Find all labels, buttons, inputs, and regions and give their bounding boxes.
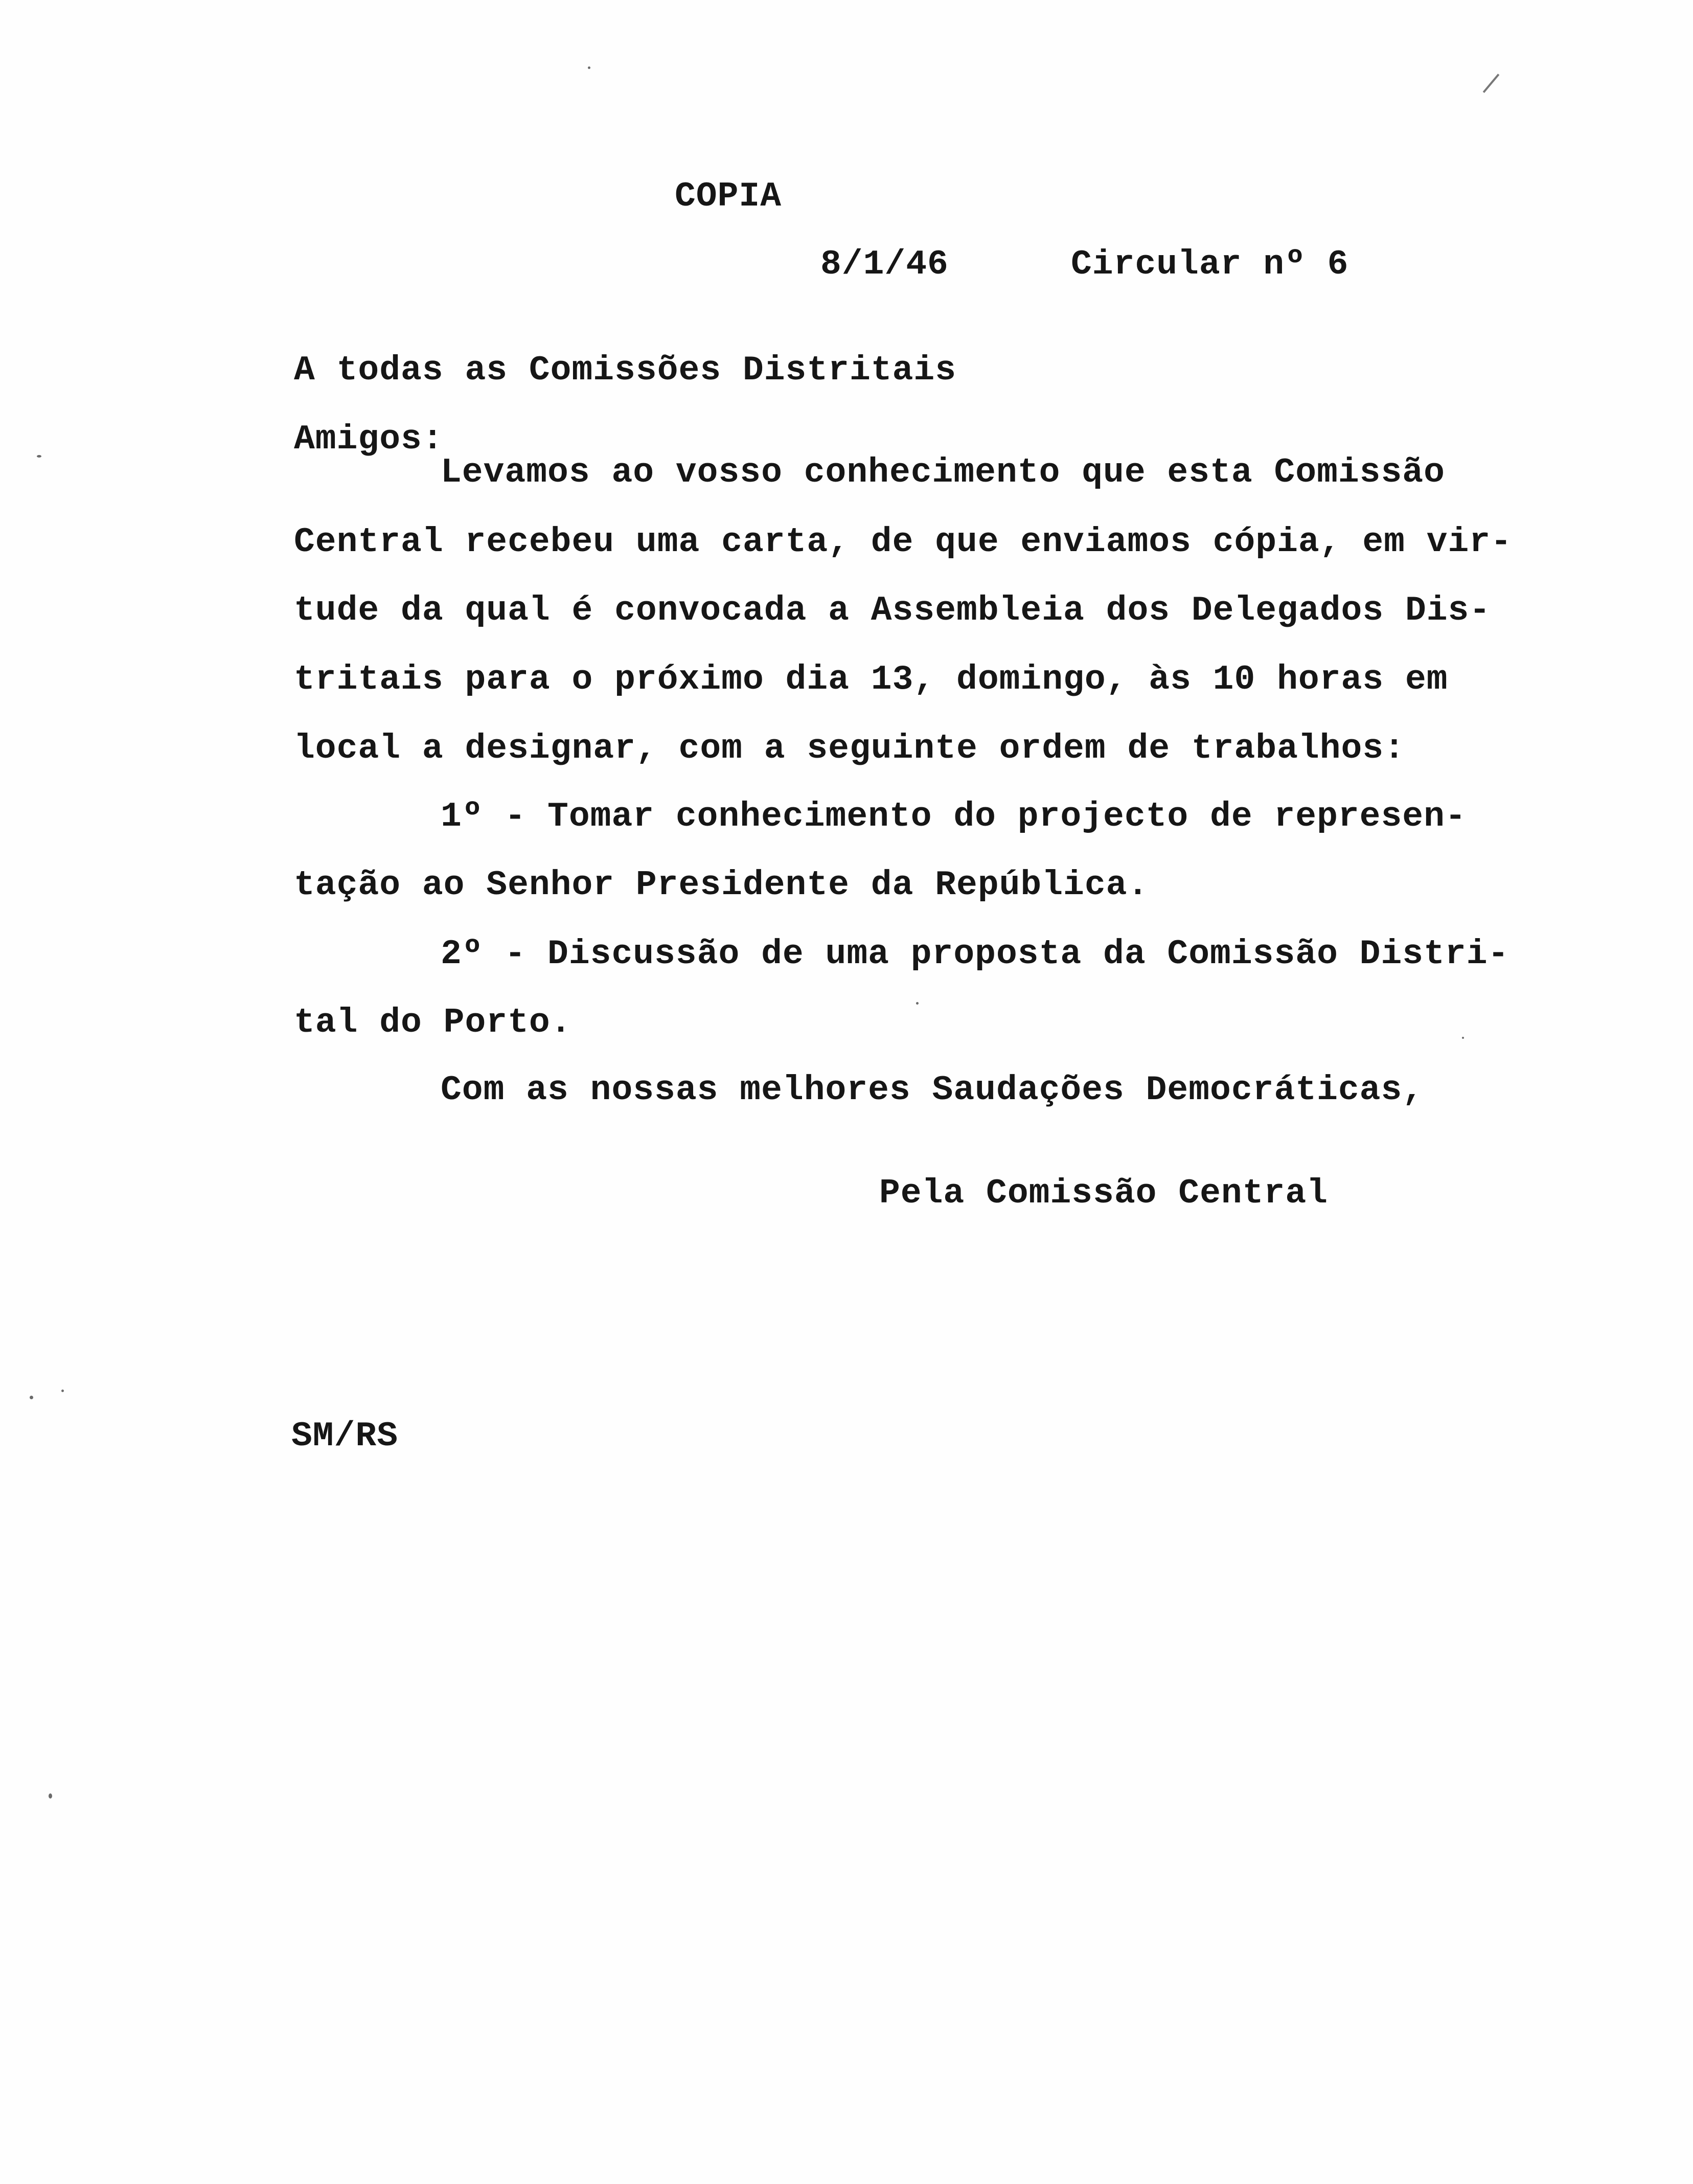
agenda-line: tal do Porto. xyxy=(294,1003,572,1042)
paper-speck xyxy=(916,1002,919,1005)
paper-speck xyxy=(1462,1037,1464,1039)
salutation: Amigos: xyxy=(294,420,444,459)
body-line: tritais para o próximo dia 13, domingo, às 10 horas em xyxy=(294,660,1448,699)
corner-scratch-mark xyxy=(1483,74,1500,93)
addressee-line: A todas as Comissões Distritais xyxy=(294,351,957,390)
paper-speck xyxy=(61,1390,64,1392)
body-line: local a designar, com a seguinte ordem de trabalhos: xyxy=(294,729,1405,768)
signature-line: Pela Comissão Central xyxy=(879,1174,1328,1213)
paper-speck xyxy=(49,1793,52,1799)
agenda-line: 1º - Tomar conhecimento do projecto de represen- xyxy=(441,797,1467,836)
body-line: Central recebeu uma carta, de que enviamos cópia, em vir- xyxy=(294,522,1512,562)
body-line: Levamos ao vosso conhecimento que esta Comissão xyxy=(441,453,1445,492)
body-line: tude da qual é convocada a Assembleia dos Delegados Dis- xyxy=(294,591,1491,630)
initials: SM/RS xyxy=(291,1417,399,1456)
paper-speck xyxy=(588,66,590,69)
circular-number: Circular nº 6 xyxy=(1071,245,1349,284)
closing-line: Com as nossas melhores Saudações Democráticas, xyxy=(441,1071,1424,1110)
document-heading: COPIA xyxy=(675,177,782,216)
paper-speck xyxy=(37,455,41,458)
paper-speck xyxy=(30,1396,33,1399)
document-date: 8/1/46 xyxy=(820,245,949,284)
agenda-line: 2º - Discussão de uma proposta da Comissão Distri- xyxy=(441,935,1509,974)
agenda-line: tação ao Senhor Presidente da República. xyxy=(294,866,1149,905)
